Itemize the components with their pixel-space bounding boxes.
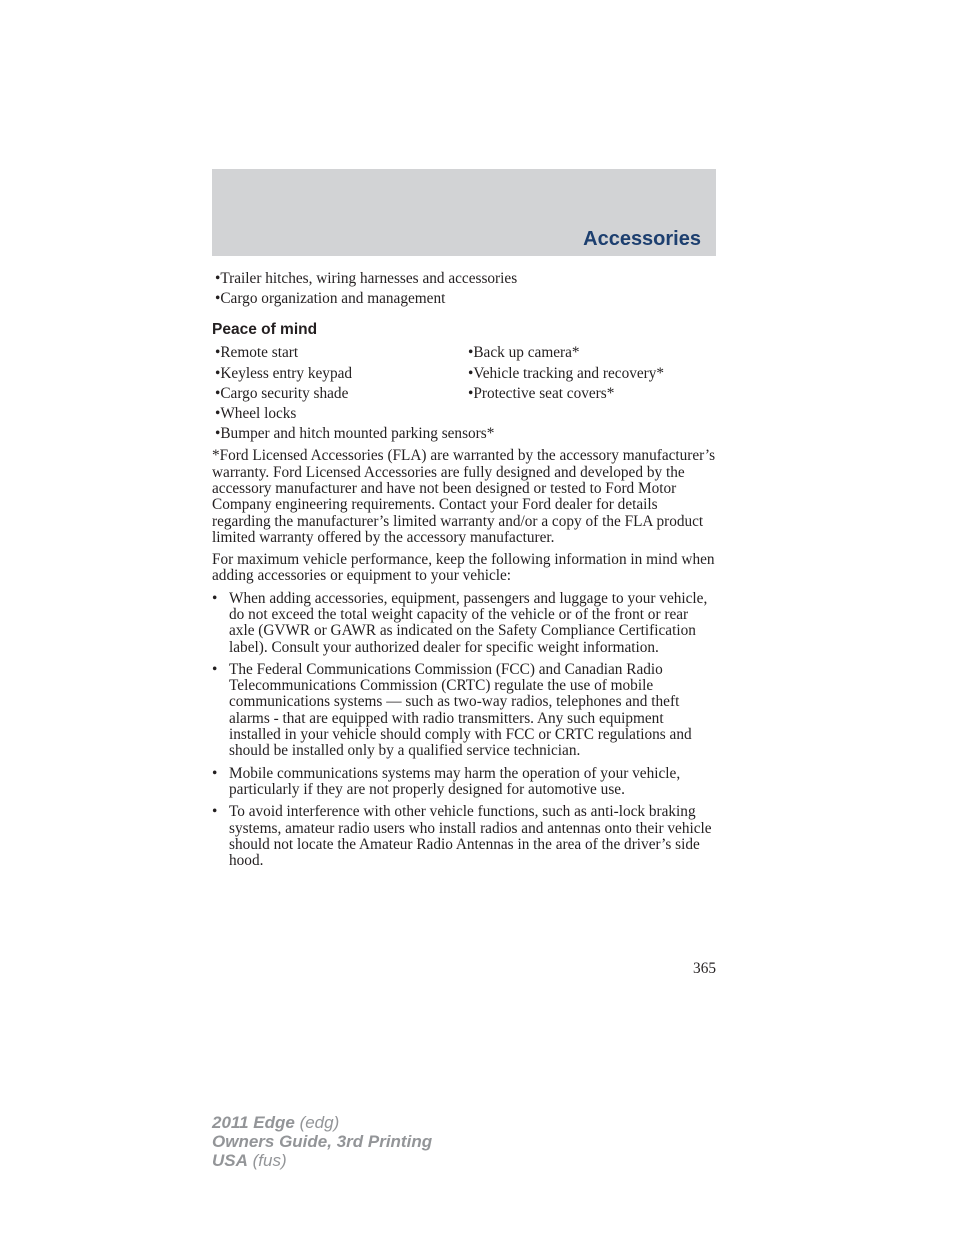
bullet-text: To avoid interference with other vehicle functions, such as anti-lock braking systems, amateur radio users who install radios and antennas onto their vehicle should not locate the Amateur Radio Antennas in the area of the driver’s side hood.	[229, 803, 712, 870]
bullet-item	[212, 591, 716, 656]
bullet-text: The Federal Communications Commission (FCC) and Canadian Radio Telecommunications Commission (CRTC) regulate the use of mobile communications systems — such as two-way radios, telephones and theft alarms - that are equipped with radio transmitters. Any such equipment installed in your vehicle should comply with FCC or CRTC regulations and should be installed only by a qualified service technician.	[229, 660, 692, 760]
footer-printing: Owners Guide, 3rd Printing	[212, 1132, 433, 1151]
section-header-band	[212, 169, 716, 256]
section-title: Accessories	[583, 228, 701, 250]
list-item: • Protective seat covers*	[465, 386, 716, 406]
bullet-icon: •	[212, 589, 218, 607]
list-item: • Back up camera*	[465, 345, 716, 365]
guidance-bullet-list	[212, 591, 716, 870]
footer-model-code: (edg)	[294, 1113, 340, 1132]
bullet-item	[212, 766, 716, 799]
list-item: • Bumper and hitch mounted parking sensors*	[212, 426, 465, 446]
peace-of-mind-columns	[212, 345, 716, 446]
bullet-icon: •	[212, 660, 218, 678]
footer-market-code: (fus)	[247, 1151, 287, 1170]
intro-list	[212, 271, 716, 311]
footer-model: 2011 Edge	[212, 1113, 295, 1132]
bullet-icon: •	[212, 764, 218, 782]
bullet-icon: •	[212, 803, 218, 821]
page-content	[212, 271, 716, 875]
footer-market: USA	[212, 1151, 248, 1170]
peace-of-mind-right-list	[465, 345, 716, 446]
list-item: • Wheel locks	[212, 406, 465, 426]
peace-of-mind-left-list	[212, 344, 495, 446]
footer-imprint	[212, 1113, 432, 1170]
footer-line-model	[212, 1113, 432, 1132]
bullet-item	[212, 804, 716, 869]
list-item: • Keyless entry keypad	[212, 366, 465, 386]
footer-line-market	[212, 1151, 432, 1170]
list-item: • Cargo security shade	[212, 386, 465, 406]
performance-paragraph: For maximum vehicle performance, keep the following information in mind when adding accessories or equipment to your vehicle:	[212, 551, 715, 585]
bullet-item	[212, 662, 716, 760]
bullet-text: Mobile communications systems may harm the operation of your vehicle, particularly if they are not properly designed for automotive use.	[229, 764, 681, 798]
page-number: 365	[693, 960, 716, 977]
list-item: • Remote start	[212, 345, 465, 365]
list-item: • Trailer hitches, wiring harnesses and accessories	[212, 271, 716, 291]
subsection-heading: Peace of mind	[212, 321, 318, 339]
bullet-text: When adding accessories, equipment, passengers and luggage to your vehicle, do not exceed the total weight capacity of the vehicle or of the front or rear axle (GVWR or GAWR as indicated on the Safety Compliance Certification label). Consult your authorized dealer for specific weight information.	[229, 589, 708, 656]
list-item: • Vehicle tracking and recovery*	[465, 366, 716, 386]
list-item: • Cargo organization and management	[212, 291, 716, 311]
warranty-paragraph: *Ford Licensed Accessories (FLA) are warranted by the accessory manufacturer’s warranty. Ford Licensed Accessories are fully designed and developed by the accessory manufacturer and have not been designed or tested to Ford Motor Company engineering requirements. Contact your Ford dealer for details regarding the manufacturer’s limited warranty and/or a copy of the FLA product limited warranty offered by the accessory manufacturer.	[212, 447, 716, 546]
